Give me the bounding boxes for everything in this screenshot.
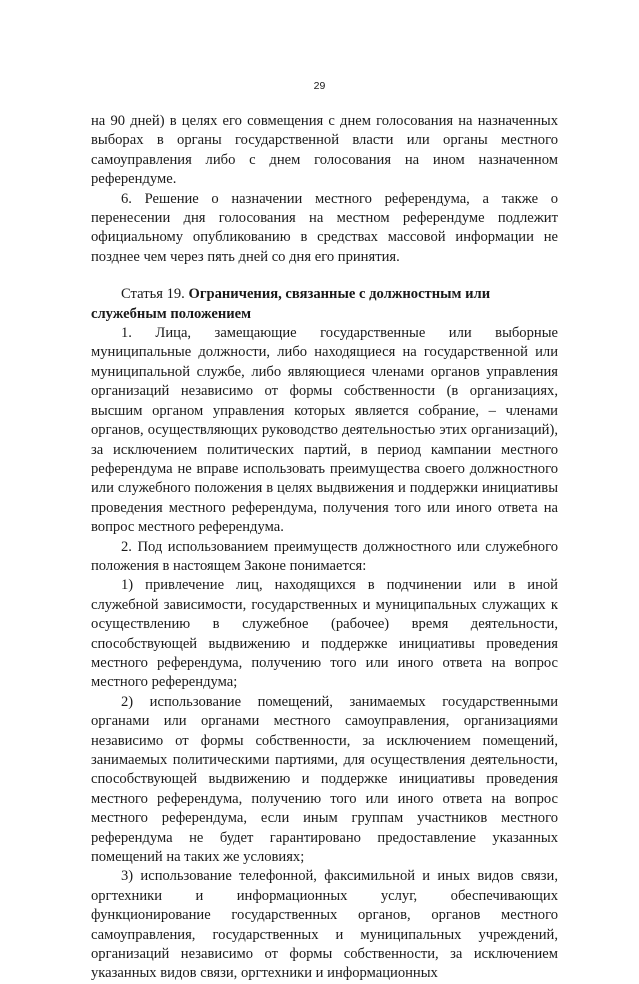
page-number: 29: [313, 80, 326, 92]
article-label: Статья 19.: [121, 286, 185, 303]
article-title: Ограничения, связанные с должностным или служебным положением: [91, 286, 491, 322]
paragraph: 1) привлечение лиц, находящихся в подчинении или в иной служебной зависимости, государственных и муниципальных служащих к осуществлению в служебное (рабочее) время деятельности, способствующей выдвижению и поддержке инициативы проведения местного референдума, получению того или иного ответа на вопрос местного референдума;: [91, 577, 558, 691]
document-body: [91, 112, 558, 984]
paragraph: 6. Решение о назначении местного референдума, а также о перенесении дня голосования на местном референдуме подлежит официальному опубликованию в средствах массовой информации не позднее чем через пять дней со дня его принятия.: [91, 190, 558, 265]
paragraph: 2) использование помещений, занимаемых государственными органами или органами местного самоуправления, организациями независимо от формы собственности, за исключением помещений, занимаемых политическими партиями, для осуществления деятельности, способствующей выдвижению и поддержке инициативы проведения местного референдума, получению того или иного ответа на вопрос местного референдума, если иным группам участников местного референдума не будет гарантировано предоставление указанных помещений на таких же условиях;: [91, 693, 558, 866]
paragraph: 3) использование телефонной, факсимильной и иных видов связи, оргтехники и информационных услуг, обеспечивающих функционирование государственных органов, органов местного самоуправления, государственных и муниципальных учреждений, организаций независимо от формы собственности, за исключением указанных видов связи, оргтехники и информационных: [91, 868, 558, 982]
paragraph: на 90 дней) в целях его совмещения с днем голосования на назначенных выборах в органы государственной власти или органы местного самоуправления либо с днем голосования на ином назначенном референдуме.: [91, 113, 558, 188]
article-heading: [91, 285, 558, 324]
paragraph: 1. Лица, замещающие государственные или выборные муниципальные должности, либо находящиеся на государственной или муниципальной службе, либо являющиеся членами органов управления организаций независимо от формы собственности (в организациях, высшим органом управления которых является собрание, – членами органов, осуществляющих руководство деятельностью этих организаций), за исключением политических партий, в период кампании местного референдума не вправе использовать преимущества своего должностного или служебного положения в целях выдвижения и поддержки инициативы проведения местного референдума, получения того или иного ответа на вопрос местного референдума.: [91, 325, 558, 536]
paragraph: 2. Под использованием преимуществ должностного или служебного положения в настоящем Законе понимается:: [91, 538, 558, 574]
